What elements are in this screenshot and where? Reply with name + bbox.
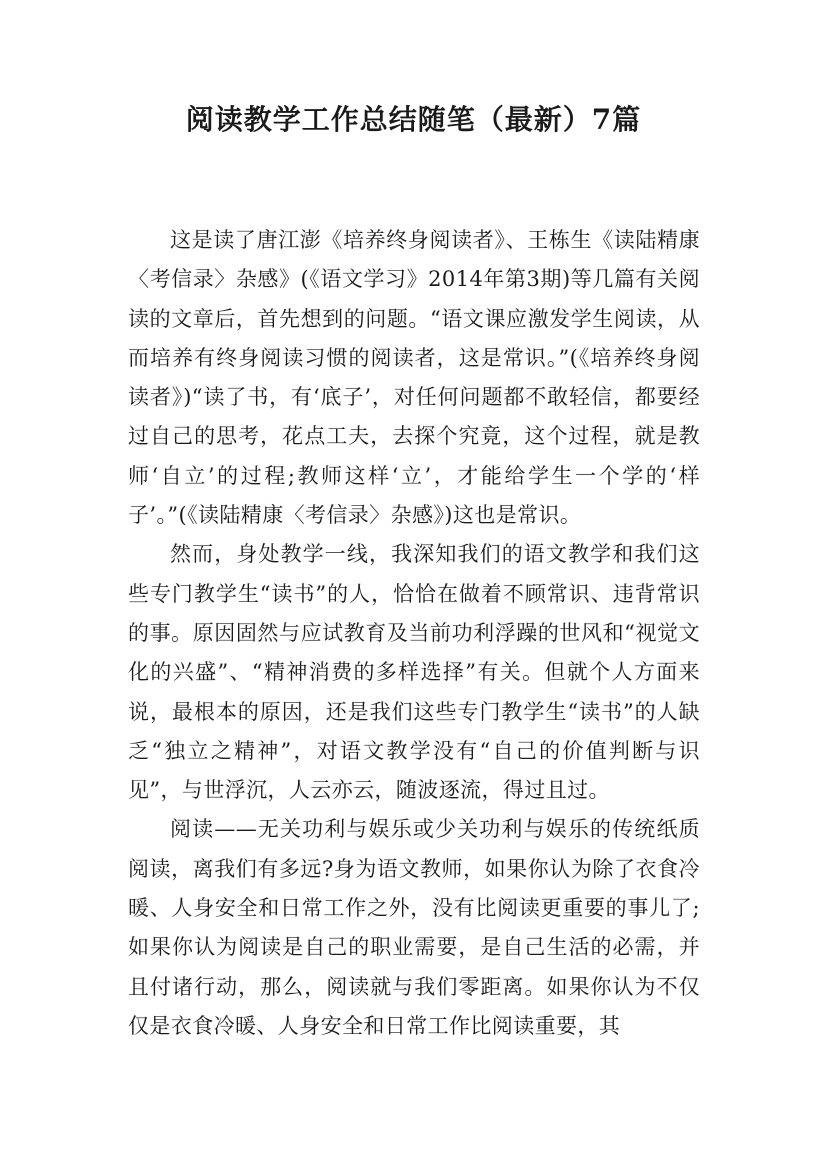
document-title: 阅读教学工作总结随笔（最新）7篇 [185,103,642,136]
paragraph: 然而，身处教学一线，我深知我们的语文教学和我们这些专门教学生“读书”的人，恰恰在做着不顾常识、违背常识的事。原因固然与应试教育及当前功利浮躁的世风和“视觉文化的兴盛”、“精神消费的多样选择”有关。但就个人方面来说，最根本的原因，还是我们这些专门教学生“读书”的人缺乏“独立之精神”，对语文教学没有“自己的价值判断与识见”，与世浮沉，人云亦云，随波逐流，得过且过。 [128,542,700,803]
document-body [128,221,700,1046]
paragraph: 这是读了唐江澎《培养终身阅读者》、王栋生《读陆精康〈考信录〉杂感》(《语文学习》2014年第3期)等几篇有关阅读的文章后，首先想到的问题。“语文课应激发学生阅读，从而培养有终身阅读习惯的阅读者，这是常识。”(《培养终身阅读者》)“读了书，有‘底子’，对任何问题都不敢轻信，都要经过自己的思考，花点工夫，去探个究竟，这个过程，就是教师‘自立’的过程;教师这样‘立’，才能给学生一个学的‘样子’。”(《读陆精康〈考信录〉杂感》)这也是常识。 [128,228,700,528]
paragraph: 阅读——无关功利与娱乐或少关功利与娱乐的传统纸质阅读，离我们有多远?身为语文教师，如果你认为除了衣食冷暖、人身安全和日常工作之外，没有比阅读更重要的事儿了;如果你认为阅读是自己的职业需要，是自己生活的必需，并且付诸行动，那么，阅读就与我们零距离。如果你认为不仅仅是衣食冷暖、人身安全和日常工作比阅读重要，其 [128,817,700,1038]
